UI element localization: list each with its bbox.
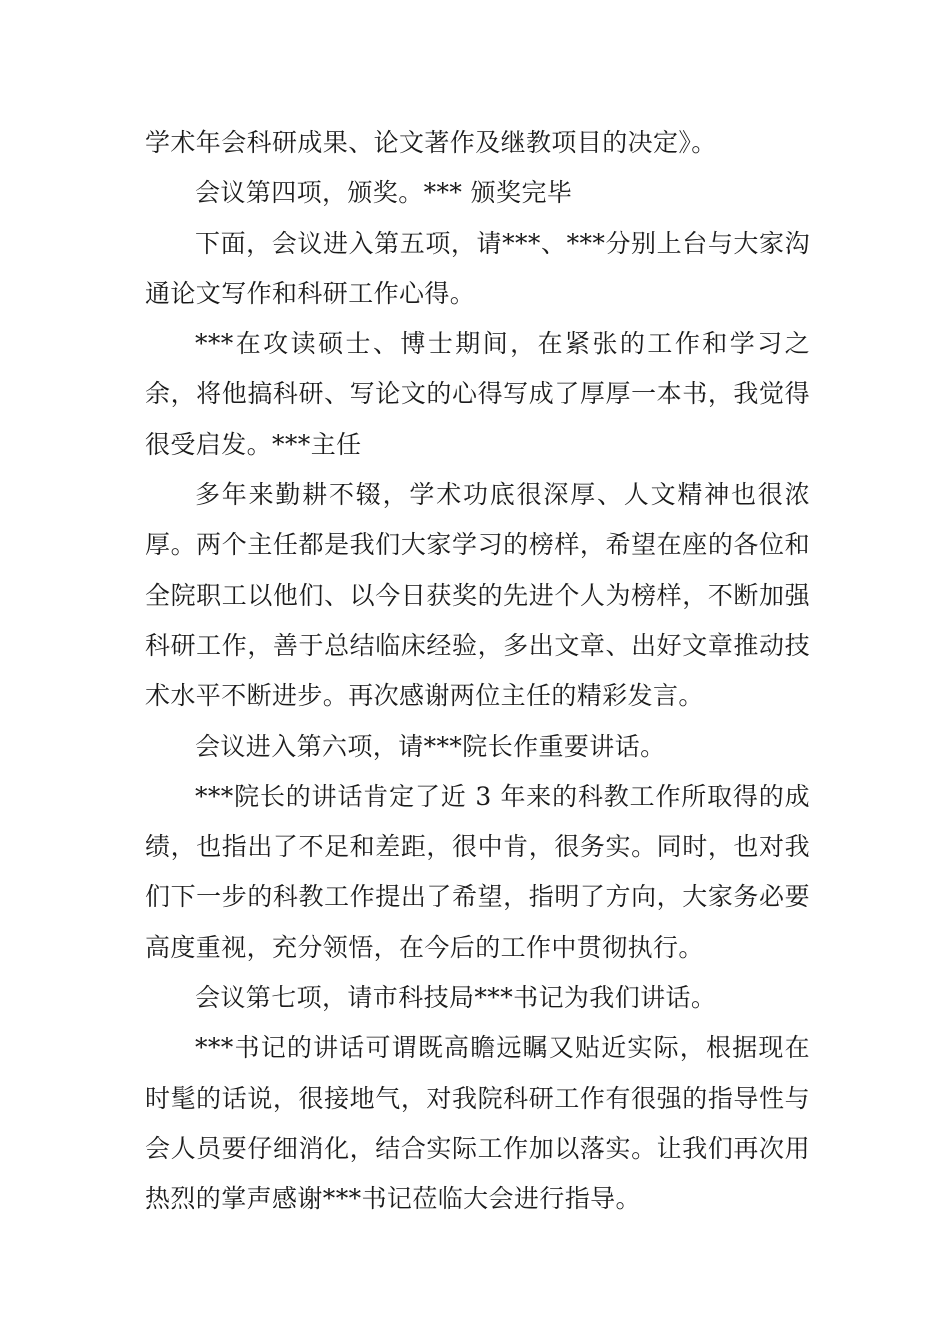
paragraph-7: ***院长的讲话肯定了近 3 年来的科教工作所取得的成绩，也指出了不足和差距，很中肯，很务实。同时，也对我们下一步的科教工作提出了希望，指明了方向，大家务必要高度重视，充分领悟，在今后的工作中贯彻执行。 <box>145 781 810 962</box>
paragraph-6: 会议进入第六项，请***院长作重要讲话。 <box>195 731 666 761</box>
paragraph-4: ***在攻读硕士、博士期间，在紧张的工作和学习之余，将他搞科研、写论文的心得写成了厚厚一本书，我觉得很受启发。***主任 <box>145 329 810 459</box>
paragraph-5: 多年来勤耕不辍，学术功底很深厚、人文精神也很浓厚。两个主任都是我们大家学习的榜样，希望在座的各位和全院职工以他们、以今日获奖的先进个人为榜样，不断加强科研工作，善于总结临床经验，多出文章、出好文章推动技术水平不断进步。再次感谢两位主任的精彩发言。 <box>145 480 810 711</box>
paragraph-1: 学术年会科研成果、论文著作及继教项目的决定》。 <box>145 128 717 157</box>
paragraph-9: ***书记的讲话可谓既高瞻远瞩又贴近实际，根据现在时髦的话说，很接地气，对我院科研工作有很强的指导性与会人员要仔细消化，结合实际工作加以落实。让我们再次用热烈的掌声感谢***书记莅临大会进行指导。 <box>145 1033 810 1214</box>
document-body <box>145 118 810 1225</box>
paragraph-3: 下面，会议进入第五项，请***、***分别上台与大家沟通论文写作和科研工作心得。 <box>145 228 810 308</box>
paragraph-8: 会议第七项，请市科技局***书记为我们讲话。 <box>195 983 717 1013</box>
paragraph-2: 会议第四项，颁奖。*** 颁奖完毕 <box>195 178 573 208</box>
